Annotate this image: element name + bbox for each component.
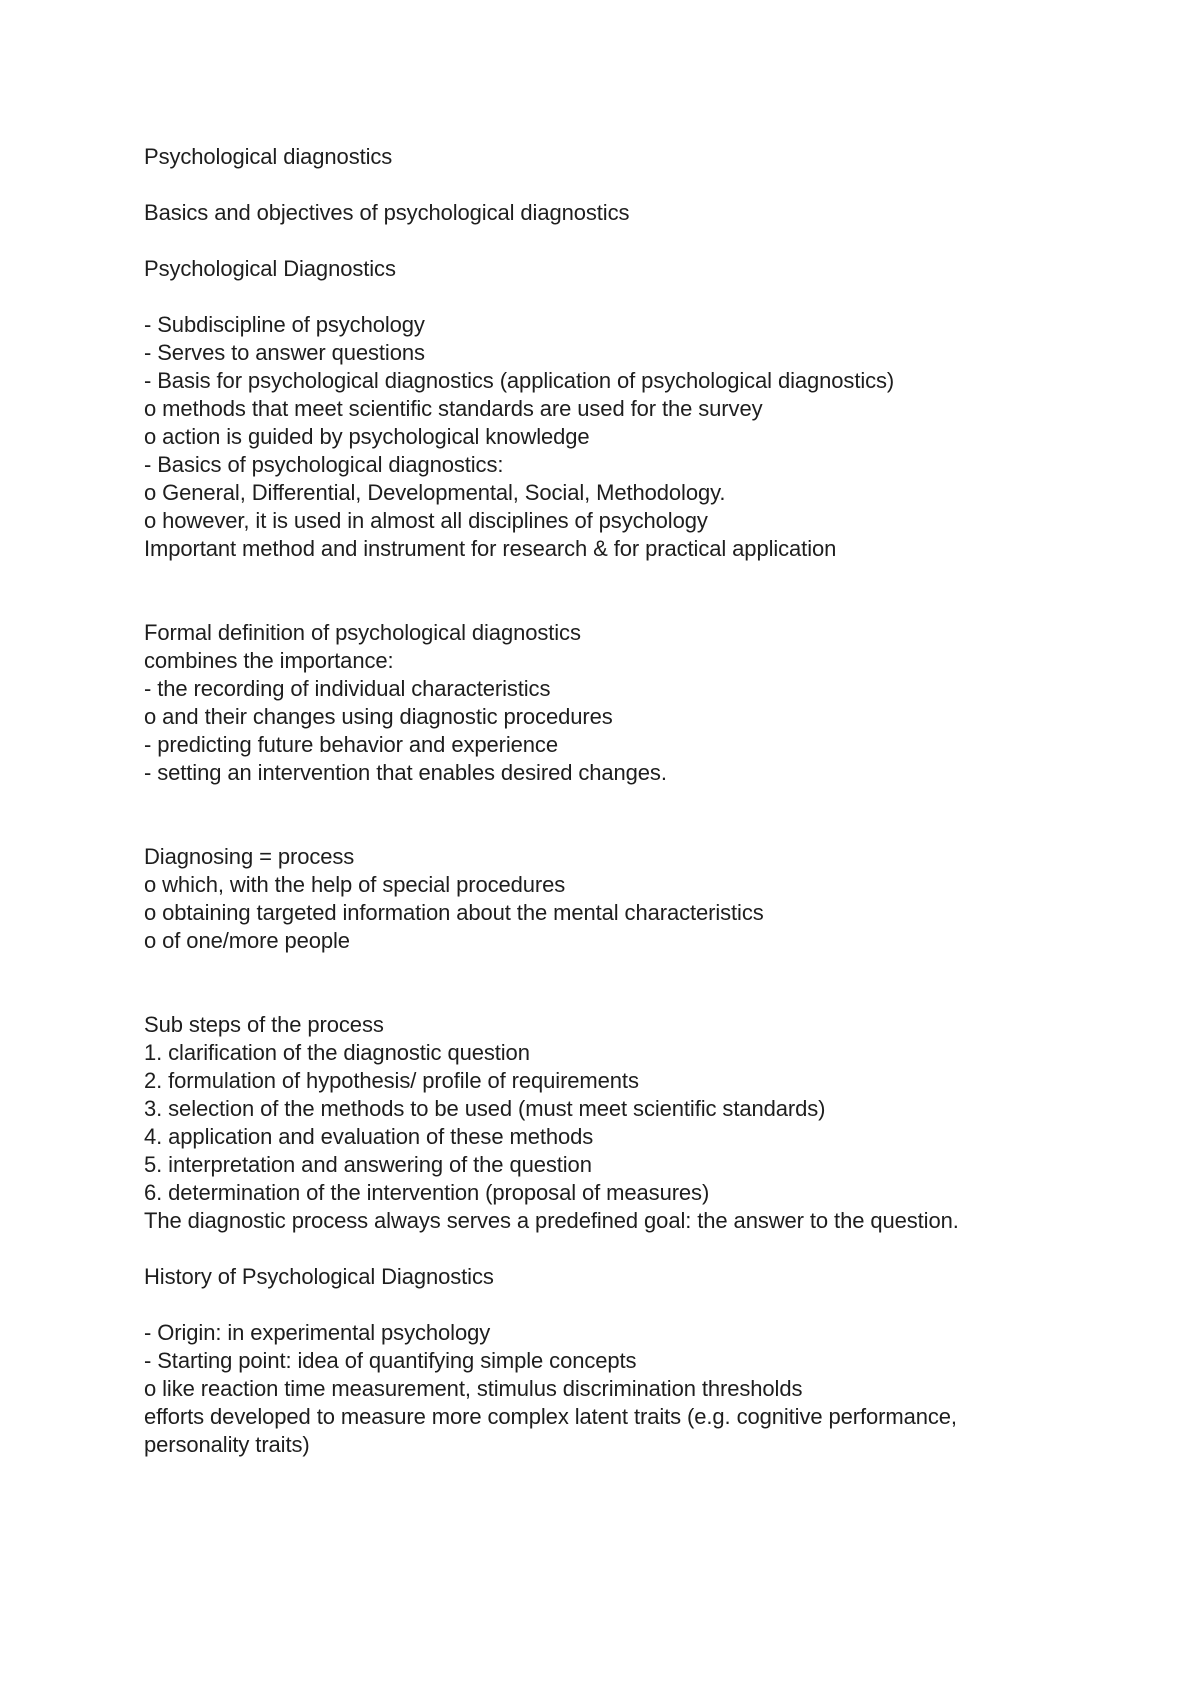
list-item: - predicting future behavior and experience: [144, 732, 558, 757]
spacer: [144, 1291, 1064, 1319]
spacer: [144, 787, 1064, 843]
list-item: - Subdiscipline of psychology: [144, 312, 425, 337]
list-item: - Basis for psychological diagnostics (application of psychological diagnostics): [144, 368, 895, 393]
list-item: combines the importance:: [144, 648, 394, 673]
list-item: 4. application and evaluation of these methods: [144, 1124, 594, 1149]
list-item: - setting an intervention that enables desired changes.: [144, 760, 667, 785]
list-item: personality traits): [144, 1432, 310, 1457]
list-item: o action is guided by psychological knowledge: [144, 424, 590, 449]
section-list: [144, 1011, 1064, 1235]
list-item: o like reaction time measurement, stimulus discrimination thresholds: [144, 1376, 803, 1401]
spacer: [144, 1235, 1064, 1263]
document-title: Psychological diagnostics: [144, 144, 393, 169]
document-body: [144, 143, 1064, 1459]
section-heading: Sub steps of the process: [144, 1012, 384, 1037]
list-item: 5. interpretation and answering of the question: [144, 1152, 592, 1177]
section-list: [144, 311, 1064, 563]
list-item: o and their changes using diagnostic procedures: [144, 704, 613, 729]
list-item: - the recording of individual characteristics: [144, 676, 551, 701]
list-item: o of one/more people: [144, 928, 350, 953]
list-item: - Basics of psychological diagnostics:: [144, 452, 504, 477]
section-list: [144, 619, 1064, 787]
section-list: [144, 843, 1064, 955]
spacer: [144, 227, 1064, 255]
section-list: [144, 1319, 1064, 1459]
spacer: [144, 563, 1064, 619]
list-item: 3. selection of the methods to be used (must meet scientific standards): [144, 1096, 826, 1121]
section-heading: Psychological Diagnostics: [144, 256, 396, 281]
list-item: 1. clarification of the diagnostic question: [144, 1040, 530, 1065]
list-item: o methods that meet scientific standards are used for the survey: [144, 396, 763, 421]
list-item: o General, Differential, Developmental, Social, Methodology.: [144, 480, 726, 505]
document-subtitle: Basics and objectives of psychological diagnostics: [144, 200, 630, 225]
spacer: [144, 171, 1064, 199]
list-item: 6. determination of the intervention (proposal of measures): [144, 1180, 710, 1205]
list-item: The diagnostic process always serves a predefined goal: the answer to the question.: [144, 1208, 959, 1233]
spacer: [144, 955, 1064, 1011]
section-heading: Formal definition of psychological diagnostics: [144, 620, 581, 645]
list-item: 2. formulation of hypothesis/ profile of requirements: [144, 1068, 639, 1093]
section-heading: History of Psychological Diagnostics: [144, 1264, 494, 1289]
list-item: Important method and instrument for research & for practical application: [144, 536, 837, 561]
list-item: o however, it is used in almost all disciplines of psychology: [144, 508, 708, 533]
section-heading: Diagnosing = process: [144, 844, 355, 869]
list-item: efforts developed to measure more complex latent traits (e.g. cognitive performance,: [144, 1404, 957, 1429]
spacer: [144, 283, 1064, 311]
list-item: - Serves to answer questions: [144, 340, 425, 365]
list-item: o which, with the help of special procedures: [144, 872, 566, 897]
list-item: - Origin: in experimental psychology: [144, 1320, 491, 1345]
list-item: o obtaining targeted information about the mental characteristics: [144, 900, 764, 925]
list-item: - Starting point: idea of quantifying simple concepts: [144, 1348, 637, 1373]
